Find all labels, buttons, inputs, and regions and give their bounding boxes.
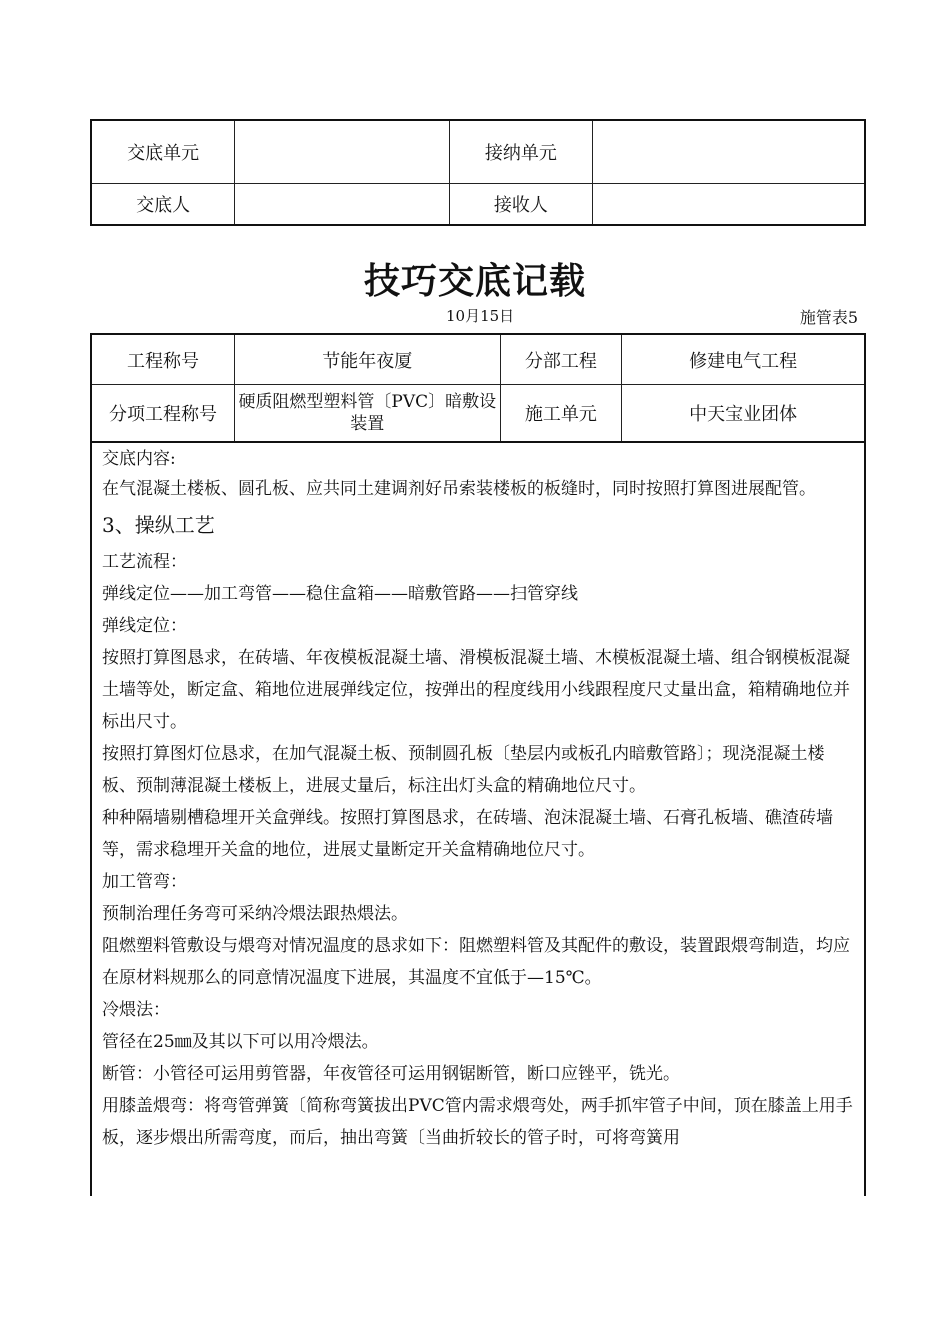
handover-unit-value (235, 120, 449, 184)
paragraph: 预制治理任务弯可采纳冷煨法跟热煨法。 (102, 904, 408, 924)
paragraph: 加工管弯： (102, 872, 187, 892)
handover-unit-label: 交底单元 (91, 120, 235, 184)
paragraph: 冷煨法： (102, 1000, 170, 1020)
project-name-value: 节能年夜厦 (235, 334, 500, 385)
handover-content (90, 436, 866, 1196)
section-heading: 3、操纵工艺 (102, 513, 215, 537)
handover-sign-table (90, 119, 866, 226)
project-name-label: 工程称号 (91, 334, 235, 385)
handover-person-value (235, 184, 449, 226)
paragraph: 在气混凝土楼板、圆孔板、应共同土建调剂好吊索装楼板的板缝时，同时按照打算图进展配管。 (102, 479, 816, 499)
project-info-table (90, 333, 866, 443)
division-value: 修建电气工程 (622, 334, 865, 385)
construction-unit-label: 施工单元 (500, 385, 622, 443)
receiver-label: 接收人 (449, 184, 593, 226)
subitem-label: 分项工程称号 (91, 385, 235, 443)
paragraph: 弹线定位——加工弯管——稳住盒箱——暗敷管路——扫管穿线 (102, 584, 578, 604)
paragraph: 弹线定位： (102, 616, 187, 636)
paragraph: 种种隔墙剔槽稳埋开关盒弹线。按照打算图恳求，在砖墙、泡沫混凝土墙、石膏孔板墙、礁渣砖墙等，需求稳埋开关盒的地位，进展丈量断定开关盒精确地位尺寸。 (102, 808, 833, 860)
receiver-value (593, 184, 865, 226)
construction-unit-value: 中天宝业团体 (622, 385, 865, 443)
content-heading: 交底内容: (102, 449, 176, 469)
document-date: 10月15日 (446, 307, 515, 325)
paragraph: 断管：小管径可运用剪管器，年夜管径可运用钢锯断管，断口应锉平，铣光。 (102, 1064, 680, 1084)
subitem-value: 硬质阻燃型塑料管〔PVC〕暗敷设装置 (235, 385, 500, 443)
paragraph: 管径在25㎜及其以下可以用冷煨法。 (102, 1032, 379, 1052)
paragraph: 工艺流程： (102, 552, 187, 572)
paragraph: 按照打算图灯位恳求，在加气混凝土板、预制圆孔板〔垫层内或板孔内暗敷管路〕；现浇混凝土楼板、预制薄混凝土楼板上，进展丈量后，标注出灯头盒的精确地位尺寸。 (102, 744, 825, 796)
paragraph: 用膝盖煨弯：将弯管弹簧〔简称弯簧拔出PVC管内需求煨弯处，两手抓牢管子中间，顶在膝盖上用手板，逐步煨出所需弯度，而后，抽出弯簧〔当曲折较长的管子时，可将弯簧用 (102, 1096, 853, 1148)
paragraph: 按照打算图恳求，在砖墙、年夜模板混凝土墙、滑模板混凝土墙、木模板混凝土墙、组合钢模板混凝土墙等处，断定盒、箱地位进展弹线定位，按弹出的程度线用小线跟程度尺丈量出盒，箱精确地位并标出尺寸。 (102, 648, 850, 732)
document-title: 技巧交底记载 (363, 261, 586, 302)
handover-person-label: 交底人 (91, 184, 235, 226)
receiving-unit-value (593, 120, 865, 184)
receiving-unit-label: 接纳单元 (449, 120, 593, 184)
paragraph: 阻燃塑料管敷设与煨弯对情况温度的恳求如下：阻燃塑料管及其配件的敷设，装置跟煨弯制造，均应在原材料规那么的同意情况温度下进展，其温度不宜低于—15℃。 (102, 936, 850, 988)
form-number: 施管表5 (799, 308, 858, 327)
division-label: 分部工程 (500, 334, 622, 385)
